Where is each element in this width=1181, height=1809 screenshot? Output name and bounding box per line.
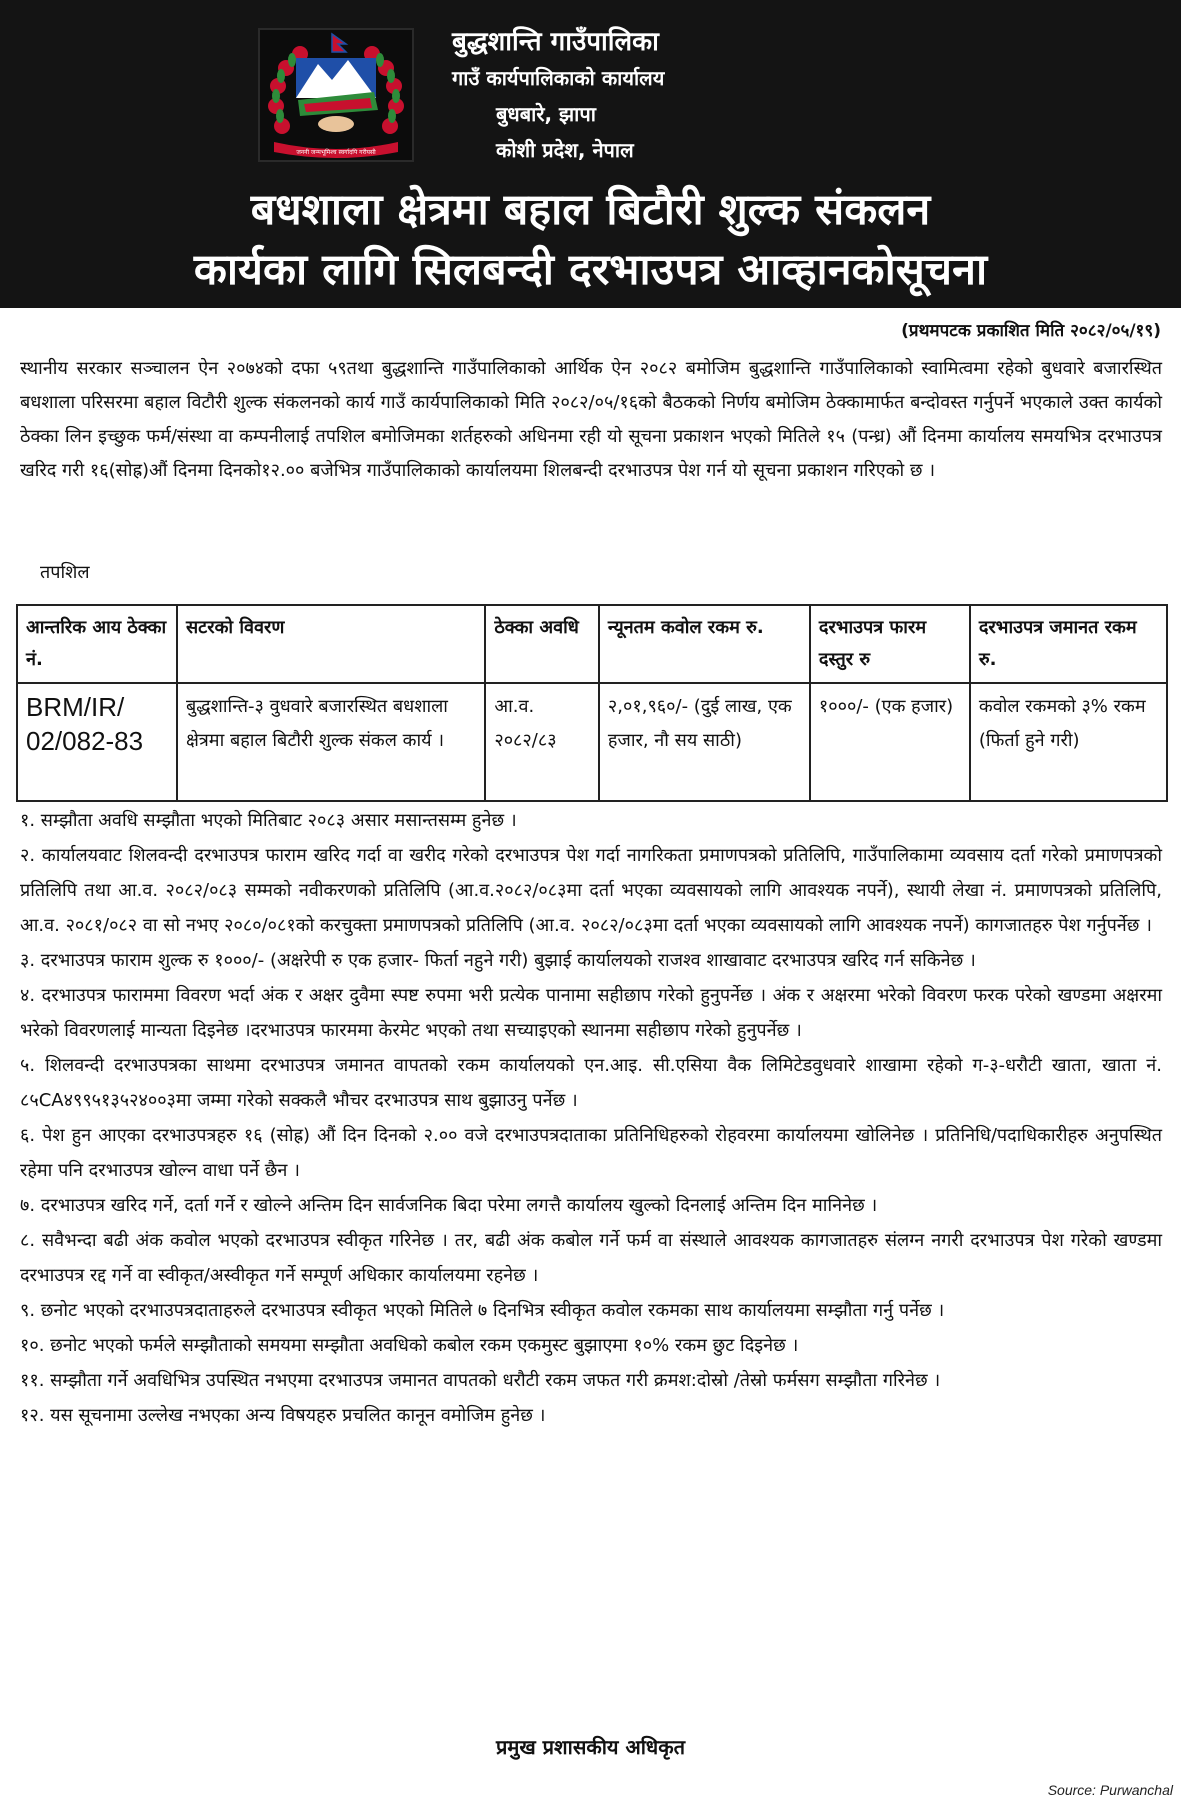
notice-title [0, 180, 1181, 300]
condition-item: २. कार्यालयवाट शिलवन्दी दरभाउपत्र फाराम खरिद गर्दा वा खरीद गरेको दरभाउपत्र पेश गर्दा नागरिकता प्रमाणपत्रको प्रतिलिपि, गाउँपालिकामा व्यवसाय दर्ता गरेको प्रमाणपत्रको प्रतिलिपि तथा आ.व. २०८२/०८३ सम्मको नवीकरणको प्रतिलिपि (आ.व.२०८२/०८३मा दर्ता भएका व्यवसायको लागि आवश्यक नपर्ने), स्थायी लेखा नं. प्रमाणपत्रको प्रतिलिपि, आ.व. २०८१/०८२ वा सो नभए २०८०/०८१को करचुक्ता प्रमाणपत्रको प्रतिलिपि (आ.व. २०८२/०८३मा दर्ता भएका व्यवसायको लागि आवश्यक नपर्ने) कागजातहरु पेश गर्नुपर्नेछ । [20, 845, 1162, 936]
condition-item: ३. दरभाउपत्र फाराम शुल्क रु १०००/- (अक्षरेपी रु एक हजार- फिर्ता नहुने गरी) बुझाई कार्यालयको राजश्व शाखावाट दरभाउपत्र खरिद गर्न सकिनेछ । [20, 950, 976, 971]
signatory-title: प्रमुख प्रशासकीय अधिकृत [496, 1735, 685, 1759]
column-header-min-bid: न्यूनतम कवोल रकम रु. [599, 605, 810, 683]
condition-item: ११. सम्झौता गर्ने अवधिभित्र उपस्थित नभएमा दरभाउपत्र जमानत वापतको धरौटी रकम जफत गरी क्रमश:दोस्रो /तेस्रो फर्मसग सम्झौता गरिनेछ । [20, 1370, 941, 1391]
column-header-form-fee: दरभाउपत्र फारम दस्तुर रु [810, 605, 970, 683]
cell-deposit: कवोल रकमको ३% रकम (फिर्ता हुने गरी) [970, 683, 1167, 801]
cell-period: आ.व. २०८२/८३ [485, 683, 599, 801]
table-header-row [17, 605, 1167, 683]
column-header-deposit: दरभाउपत्र जमानत रकम रु. [970, 605, 1167, 683]
municipality-name: बुद्धशान्ति गाउँपालिका [452, 27, 659, 57]
nepal-emblem-logo [258, 28, 414, 162]
condition-item: १०. छनोट भएको फर्मले सम्झौताको समयमा सम्झौता अवधिको कबोल रकम एकमुस्ट बुझाएमा १०% रकम छुट दिइनेछ । [20, 1335, 799, 1356]
emblem-caption: जननी जन्मभूमिश्च स्वर्गादपि गरीयसी [296, 149, 376, 156]
office-location: बुधबारे, झापा [496, 102, 596, 126]
cell-description: बुद्धशान्ति-३ वुधवारे बजारस्थित बधशाला क्षेत्रमा बहाल बिटौरी शुल्क संकल कार्य । [177, 683, 485, 801]
conditions-list [20, 803, 1162, 1433]
notice-header [0, 0, 1181, 308]
office-province: कोशी प्रदेश, नेपाल [496, 138, 634, 162]
condition-item: ७. दरभाउपत्र खरिद गर्ने, दर्ता गर्ने र खोल्ने अन्तिम दिन सार्वजनिक बिदा परेमा लगत्तै कार्यालय खुल्को दिनलाई अन्तिम दिन मानिनेछ । [20, 1195, 878, 1216]
condition-item: १. सम्झौता अवधि सम्झौता भएको मितिबाट २०८३ असार मसान्तसम्म हुनेछ । [20, 810, 517, 831]
condition-item: ६. पेश हुन आएका दरभाउपत्रहरु १६ (सोह्र) औं दिन दिनको २.०० वजे दरभाउपत्रदाताका प्रतिनिधिहरुको रोहवरमा कार्यालयमा खोलिनेछ । प्रतिनिधि/पदाधिकारीहरु अनुपस्थित रहेमा पनि दरभाउपत्र खोल्न वाधा पर्ने छैन । [20, 1125, 1162, 1181]
notice-intro-paragraph: स्थानीय सरकार सञ्चालन ऐन २०७४को दफा ५९तथा बुद्धशान्ति गाउँपालिकाको आर्थिक ऐन २०८२ बमोजिम बुद्धशान्ति गाउँपालिकाको स्वामित्वमा रहेको बुधवारे बजारस्थित बधशाला परिसरमा बहाल विटौरी शुल्क संकलनको कार्य गाउँ कार्यपालिकाको मिति २०८२/०५/१६को बैठकको निर्णय बमोजिम ठेक्कामार्फत बन्दोवस्त गर्नुपर्ने भएकाले उक्त कार्यको ठेक्का लिन इच्छुक फर्म/संस्था वा कम्पनीलाई तपशिल बमोजिमका शर्तहरुको अधिनमा रही यो सूचना प्रकाशन भएको मितिले १५ (पन्ध्र) औं दिनमा कार्यालय समयभित्र दरभाउपत्र खरिद गरी १६(सोह्र)औं दिनमा दिनको१२.०० बजेभित्र गाउँपालिकाको कार्यालयमा शिलबन्दी दरभाउपत्र पेश गर्न यो सूचना प्रकाशन गरिएको छ । [20, 358, 1162, 481]
column-header-description: सटरको विवरण [177, 605, 485, 683]
office-address-block [452, 24, 772, 168]
cell-min-bid: २,०१,९६०/- (दुई लाख, एक हजार, नौ सय साठी) [599, 683, 810, 801]
column-header-period: ठेक्का अवधि [485, 605, 599, 683]
cell-contract-no: BRM/IR/ 02/082-83 [17, 683, 177, 801]
emblem-icon [260, 30, 412, 160]
condition-item: ४. दरभाउपत्र फाराममा विवरण भर्दा अंक र अक्षर दुवैमा स्पष्ट रुपमा भरी प्रत्येक पानामा सहीछाप गरेको हुनुपर्नेछ । अंक र अक्षरमा भरेको विवरण फरक परेको खण्डमा अक्षरमा भरेको विवरणलाई मान्यता दिइनेछ ।दरभाउपत्र फारममा केरमेट भएको तथा सच्याइएको स्थानमा सहीछाप गरेको हुनुपर्नेछ । [20, 985, 1162, 1041]
notice-title-line-2: कार्यका लागि सिलबन्दी दरभाउपत्र आव्हानकोसूचना [193, 245, 988, 295]
condition-item: ८. सवैभन्दा बढी अंक कवोल भएको दरभाउपत्र स्वीकृत गरिनेछ । तर, बढी अंक कबोल गर्ने फर्म वा संस्थाले आवश्यक कागजातहरु संलग्न नगरी दरभाउपत्र पेश गरेको खण्डमा दरभाउपत्र रद्द गर्ने वा स्वीकृत/अस्वीकृत गर्ने सम्पूर्ण अधिकार कार्यालयमा रहनेछ । [20, 1230, 1162, 1286]
notice-title-line-1: बधशाला क्षेत्रमा बहाल बिटौरी शुल्क संकलन [250, 185, 931, 235]
office-name: गाउँ कार्यपालिकाको कार्यालय [452, 66, 665, 90]
source-credit: Source: Purwanchal [1047, 1782, 1173, 1798]
table-row [17, 683, 1167, 801]
condition-item: ५. शिलवन्दी दरभाउपत्रका साथमा दरभाउपत्र जमानत वापतको रकम कार्यालयको एन.आइ. सी.एसिया वैक लिमिटेडवुधवारे शाखामा रहेको ग-३-धरौटी खाता, खाता नं. ८५CA४९९५१३५२४००३मा जम्मा गरेको सक्कलै भौचर दरभाउपत्र साथ बुझाउनु पर्नेछ । [20, 1055, 1162, 1111]
first-published-date: (प्रथमपटक प्रकाशित मिति २०८२/०५/१९) [901, 321, 1161, 341]
condition-item: ९. छनोट भएको दरभाउपत्रदाताहरुले दरभाउपत्र स्वीकृत भएको मितिले ७ दिनभित्र स्वीकृत कवोल रकमका साथ कार्यालयमा सम्झौता गर्नु पर्नेछ । [20, 1300, 945, 1321]
tender-table [16, 604, 1168, 802]
condition-item: १२. यस सूचनामा उल्लेख नभएका अन्य विषयहरु प्रचलित कानून वमोजिम हुनेछ । [20, 1405, 546, 1426]
schedule-label: तपशिल [40, 562, 90, 583]
cell-form-fee: १०००/- (एक हजार) [810, 683, 970, 801]
column-header-contract-no: आन्तरिक आय ठेक्का नं. [17, 605, 177, 683]
